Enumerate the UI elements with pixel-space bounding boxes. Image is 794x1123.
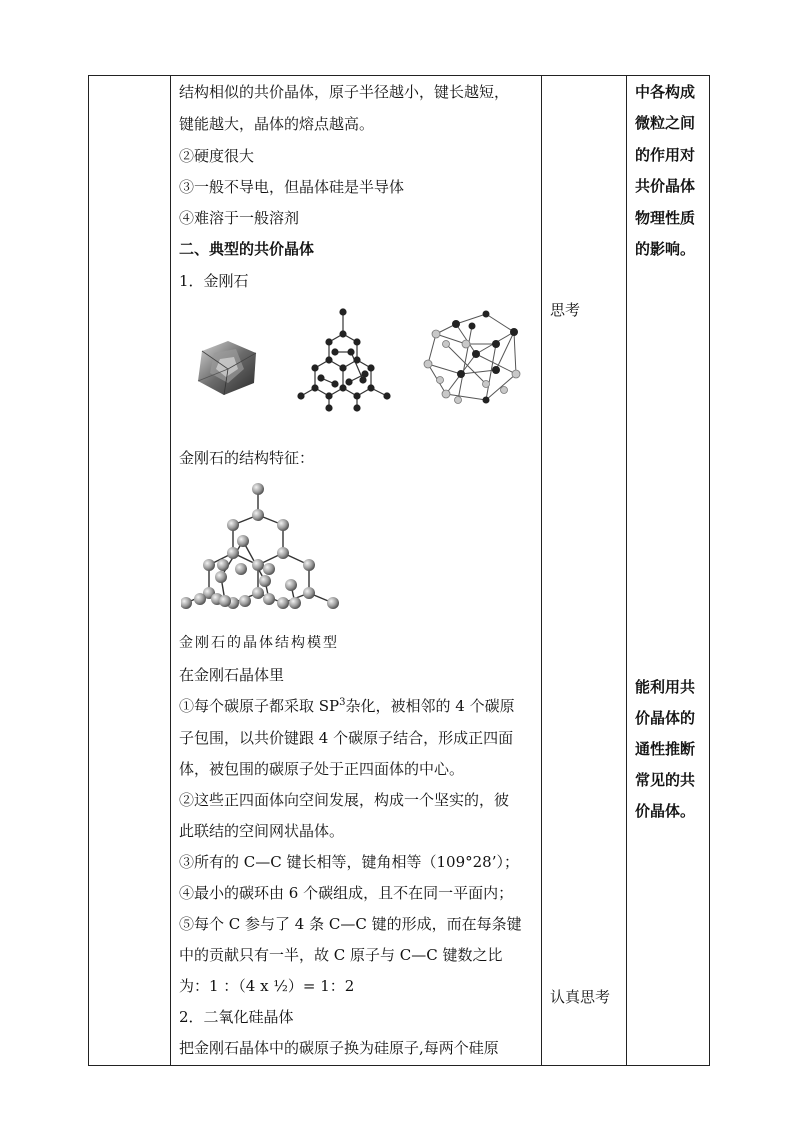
subheading-diamond: 1．金刚石 — [179, 272, 249, 290]
content-line: ②这些正四面体向空间发展，构成一个坚实的，彼 — [179, 791, 510, 809]
objective-line: 价晶体的 — [635, 709, 696, 727]
objective-line: 中各构成 — [635, 83, 696, 101]
teacher-activity-cell — [89, 76, 171, 1066]
content-line: ④难溶于一般溶剂 — [179, 209, 300, 227]
point-1-line — [179, 696, 515, 716]
diamond-gem-image — [194, 339, 260, 397]
objective-line: 微粒之间 — [635, 114, 696, 132]
objective-line: 共价晶体 — [635, 177, 696, 195]
structure-features-label: 金刚石的结构特征： — [179, 449, 315, 467]
objective-line: 的作用对 — [635, 146, 696, 164]
content-line: 结构相似的共价晶体，原子半径越小，键长越短， — [179, 83, 510, 101]
content-line: 体，被包围的碳原子处于正四面体的中心。 — [179, 760, 465, 778]
think-carefully-label: 认真思考 — [550, 988, 611, 1006]
objective-line: 的影响。 — [635, 240, 696, 258]
sp3-superscript: 3 — [339, 697, 346, 708]
section-heading: 二、典型的共价晶体 — [179, 240, 315, 258]
model-caption: 金刚石的晶体结构模型 — [179, 635, 339, 651]
point-1-text-cont: 杂化，被相邻的 4 个碳原 — [345, 697, 515, 715]
content-line: 键能越大，晶体的熔点越高。 — [179, 115, 375, 133]
diamond-unit-cell-image — [416, 304, 531, 414]
lesson-table — [88, 75, 710, 1066]
content-line: 中的贡献只有一半，故 C 原子与 C—C 键数之比 — [179, 946, 503, 964]
student-activity-cell — [542, 76, 627, 1066]
subheading-silica: 2．二氧化硅晶体 — [179, 1008, 294, 1026]
content-cell — [171, 76, 542, 1066]
in-crystal-label: 在金刚石晶体里 — [179, 666, 285, 684]
objective-line: 常见的共 — [635, 771, 696, 789]
objective-line: 物理性质 — [635, 209, 696, 227]
point-3: ③所有的 C—C 键长相等，键角相等（109°28’）； — [179, 853, 519, 871]
diamond-crystal-model-image — [181, 481, 351, 621]
objective-line: 通性推断 — [635, 740, 696, 758]
think-label: 思考 — [550, 301, 581, 319]
diamond-lattice-image — [291, 304, 401, 414]
content-line: ③一般不导电，但晶体硅是半导体 — [179, 178, 405, 196]
objective-line: 能利用共 — [635, 678, 696, 696]
point-4: ④最小的碳环由 6 个碳组成，且不在同一平面内； — [179, 884, 514, 902]
content-line: ②硬度很大 — [179, 147, 255, 165]
content-line: 子包围，以共价键跟 4 个碳原子结合，形成正四面 — [179, 729, 514, 747]
content-line: 此联结的空间网状晶体。 — [179, 822, 345, 840]
content-line: ⑤每个 C 参与了 4 条 C—C 键的形成，而在每条键 — [179, 915, 522, 933]
content-line: 把金刚石晶体中的碳原子换为硅原子,每两个硅原 — [179, 1039, 499, 1057]
objective-line: 价晶体。 — [635, 802, 696, 820]
point-1-text: ①每个碳原子都采取 SP — [179, 697, 340, 715]
content-line: 为：1 ：（4 x ½）= 1：2 — [179, 977, 355, 995]
objectives-cell — [627, 76, 710, 1066]
